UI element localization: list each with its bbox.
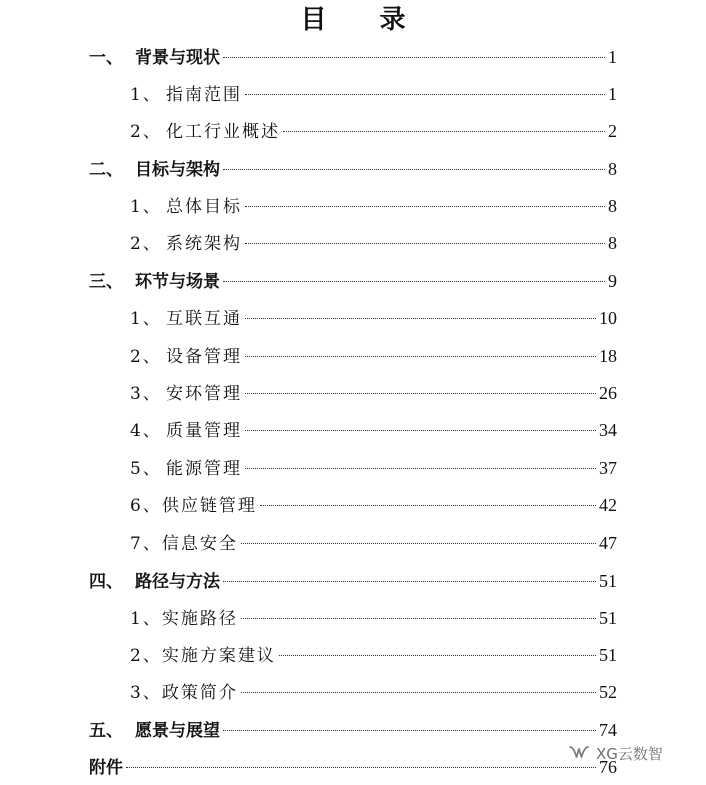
dot-leader [223, 581, 596, 582]
toc-entry-label: 实施方案建议 [161, 646, 276, 666]
toc-entry-page: 51 [599, 608, 617, 628]
toc-title: 目 录 [300, 5, 428, 35]
toc-entry-number: 1、 [130, 85, 162, 105]
dot-leader [245, 356, 596, 357]
toc-entry-label: 系统架构 [166, 234, 242, 254]
toc-entry-2-1[interactable] [130, 193, 617, 219]
toc-entry-page: 51 [599, 571, 617, 591]
toc-entry-page: 8 [608, 159, 617, 179]
toc-entry-number: 1、 [130, 309, 162, 329]
toc-entry-3-1[interactable] [130, 305, 617, 331]
toc-entry-number: 3、 [130, 384, 162, 404]
dot-leader [245, 94, 605, 95]
dot-leader [245, 243, 605, 244]
toc-entry-section-3[interactable] [89, 268, 617, 294]
toc-entry-label: 设备管理 [166, 347, 242, 367]
toc-entry-number: 三、 [89, 272, 123, 292]
toc-entry-2-2[interactable] [130, 230, 617, 256]
source-watermark [568, 740, 663, 766]
toc-entry-label: 政策简介 [161, 683, 238, 703]
toc-entry-number: 四、 [89, 572, 123, 592]
toc-entry-label: 愿景与展望 [135, 721, 220, 741]
toc-entry-section-4[interactable] [89, 568, 617, 594]
toc-entry-page: 26 [599, 383, 617, 403]
toc-entry-section-2[interactable] [89, 156, 617, 182]
dot-leader [223, 281, 605, 282]
toc-entry-3-7[interactable] [130, 530, 617, 556]
toc-entry-3-3[interactable] [130, 380, 617, 406]
toc-entry-1-1[interactable] [130, 81, 617, 107]
toc-entry-page: 1 [608, 47, 617, 67]
dot-leader [245, 206, 605, 207]
toc-entry-label: 总体目标 [166, 197, 242, 217]
toc-entry-1-2[interactable] [130, 118, 617, 144]
dot-leader [223, 57, 605, 58]
toc-entry-4-3[interactable] [130, 679, 617, 705]
toc-entry-3-2[interactable] [130, 343, 617, 369]
toc-entry-number: 2、 [130, 234, 162, 254]
toc-entry-section-1[interactable] [89, 44, 617, 70]
toc-entry-label: 路径与方法 [135, 572, 220, 592]
toc-entry-4-2[interactable] [130, 642, 617, 668]
toc-entry-number: 2、 [130, 347, 162, 367]
dot-leader [223, 169, 605, 170]
toc-entry-number: 一、 [89, 48, 123, 68]
toc-entry-page: 34 [599, 420, 617, 440]
toc-entry-number: 五、 [89, 721, 123, 741]
toc-entry-page: 74 [599, 720, 617, 740]
dot-leader [126, 767, 596, 768]
toc-entry-number: 1、 [130, 609, 162, 629]
toc-entry-page: 18 [599, 346, 617, 366]
toc-entry-label: 环节与场景 [135, 272, 220, 292]
toc-entry-page: 2 [608, 121, 617, 141]
watermark-text: XG云数智 [596, 744, 663, 763]
toc-entry-label: 化工行业概述 [166, 122, 280, 142]
dot-leader [241, 543, 596, 544]
toc-entry-number: 6、 [130, 496, 162, 516]
toc-entry-page: 8 [608, 233, 617, 253]
toc-entry-number: 4、 [130, 421, 162, 441]
toc-entry-page: 51 [599, 645, 617, 665]
toc-entry-section-5[interactable] [89, 717, 617, 743]
toc-entry-number: 2、 [130, 646, 162, 666]
toc-entry-number: 1、 [130, 197, 162, 217]
toc-entry-page: 47 [599, 533, 617, 553]
toc-entry-label: 供应链管理 [161, 496, 257, 516]
toc-entry-page: 10 [599, 308, 617, 328]
toc-entry-label: 实施路径 [161, 609, 238, 629]
toc-entry-page: 52 [599, 682, 617, 702]
dot-leader [245, 430, 596, 431]
toc-entry-number: 二、 [89, 160, 123, 180]
dot-leader [245, 393, 596, 394]
dot-leader [283, 131, 605, 132]
toc-entry-3-5[interactable] [130, 455, 617, 481]
wechat-channel-icon [568, 744, 590, 762]
dot-leader [245, 318, 596, 319]
toc-entry-label: 目标与架构 [135, 160, 220, 180]
toc-entry-label: 互联互通 [166, 309, 242, 329]
toc-entry-appendix[interactable] [89, 754, 617, 780]
toc-entry-3-4[interactable] [130, 417, 617, 443]
toc-entry-page: 1 [608, 84, 617, 104]
dot-leader [223, 730, 596, 731]
toc-entry-page: 37 [599, 458, 617, 478]
toc-entry-page: 76 [599, 757, 617, 777]
toc-entry-label: 信息安全 [161, 534, 238, 554]
toc-entry-label: 能源管理 [166, 459, 242, 479]
toc-entry-page: 9 [608, 271, 617, 291]
dot-leader [245, 468, 596, 469]
dot-leader [241, 618, 596, 619]
toc-entry-label: 附件 [89, 758, 123, 778]
toc-entry-label: 质量管理 [166, 421, 242, 441]
toc-entry-page: 42 [599, 495, 617, 515]
toc-entry-number: 7、 [130, 534, 162, 554]
toc-entry-page: 8 [608, 196, 617, 216]
toc-entry-number: 5、 [130, 459, 162, 479]
toc-entry-number: 3、 [130, 683, 162, 703]
toc-entry-3-6[interactable] [130, 492, 617, 518]
toc-entry-number: 2、 [130, 122, 162, 142]
toc-entry-label: 安环管理 [166, 384, 242, 404]
dot-leader [279, 655, 596, 656]
toc-entry-label: 指南范围 [166, 85, 242, 105]
dot-leader [241, 692, 596, 693]
toc-entry-label: 背景与现状 [135, 48, 220, 68]
toc-entry-4-1[interactable] [130, 605, 617, 631]
dot-leader [260, 505, 596, 506]
